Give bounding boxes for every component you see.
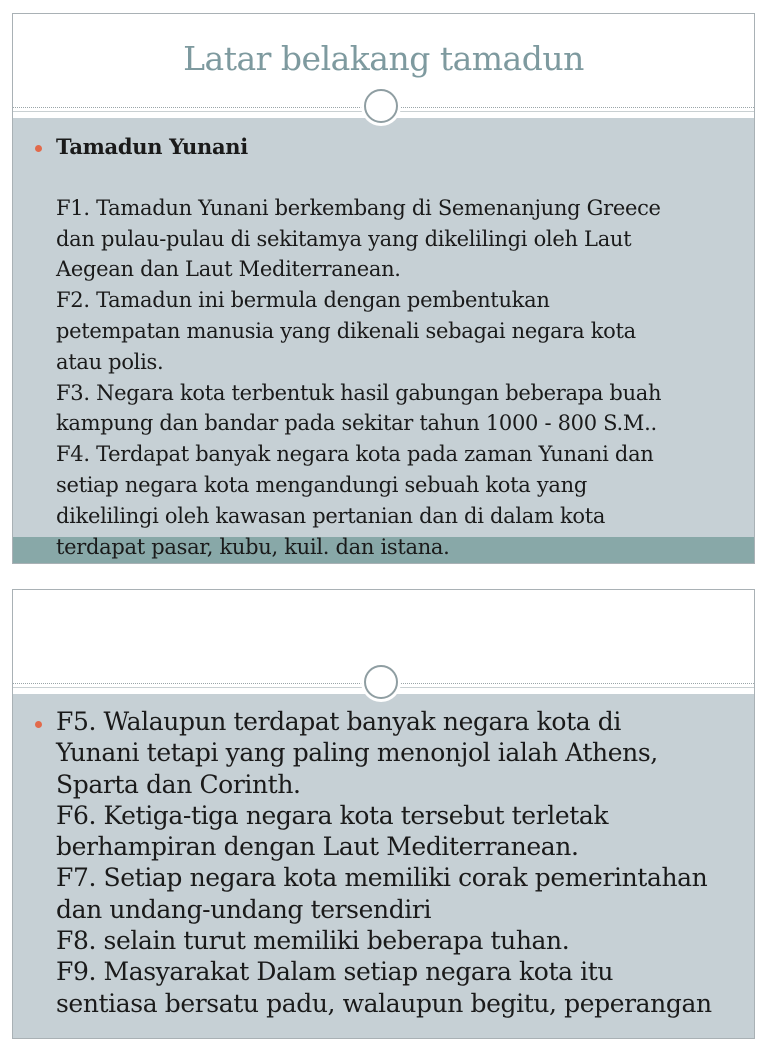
text-line: F2. Tamadun ini bermula dengan pembentukan [56,288,550,313]
text-line: Sparta dan Corinth. [56,769,301,799]
text-line: F8. selain turut memiliki beberapa tuhan. [56,926,570,956]
slide-2 [12,589,755,1039]
text-line: dan pulau-pulau di sekitamya yang dikelilingi oleh Laut [56,226,632,251]
text-line: sentiasa bersatu padu, walaupun begitu, peperangan [56,988,712,1018]
text-line: F3. Negara kota terbentuk hasil gabungan beberapa buah [56,380,662,405]
text-line: Aegean dan Laut Mediterranean. [56,257,401,282]
bullet-icon [35,721,42,728]
slide-title: Latar belakang tamadun [183,39,584,78]
text-line: petempatan manusia yang dikenali sebagai negara kota [56,318,636,343]
slide-body [56,132,746,562]
text-line: F5. Walaupun terdapat banyak negara kota di [56,707,621,736]
text-line: F1. Tamadun Yunani berkembang di Semenanjung Greece [56,195,661,220]
text-line: dan undang-undang tersendiri [56,894,432,924]
text-line: F4. Terdapat banyak negara kota pada zaman Yunani dan [56,442,654,467]
section-heading: Tamadun Yunani [56,134,248,159]
text-line: atau polis. [56,349,164,374]
bullet-icon [35,145,42,152]
text-line: F6. Ketiga-tiga negara kota tersebut terletak [56,800,609,830]
text-line: terdapat pasar, kubu, kuil. dan istana. [56,534,450,559]
circle-ornament-icon [361,662,401,702]
text-line: Yunani tetapi yang paling menonjol ialah Athens, [56,738,658,768]
text-line: setiap negara kota mengandungi sebuah kota yang [56,472,587,497]
slide-body [56,706,755,1019]
text-line: F9. Masyarakat Dalam setiap negara kota itu [56,957,614,987]
text-line: kampung dan bandar pada sekitar tahun 1000 - 800 S.M.. [56,411,657,436]
text-line: F7. Setiap negara kota memiliki corak pemerintahan [56,863,708,893]
slide-1 [12,13,755,564]
circle-ornament-icon [361,86,401,126]
text-line: berhampiran dengan Laut Mediterranean. [56,832,579,862]
text-line: dikelilingi oleh kawasan pertanian dan di dalam kota [56,503,606,528]
